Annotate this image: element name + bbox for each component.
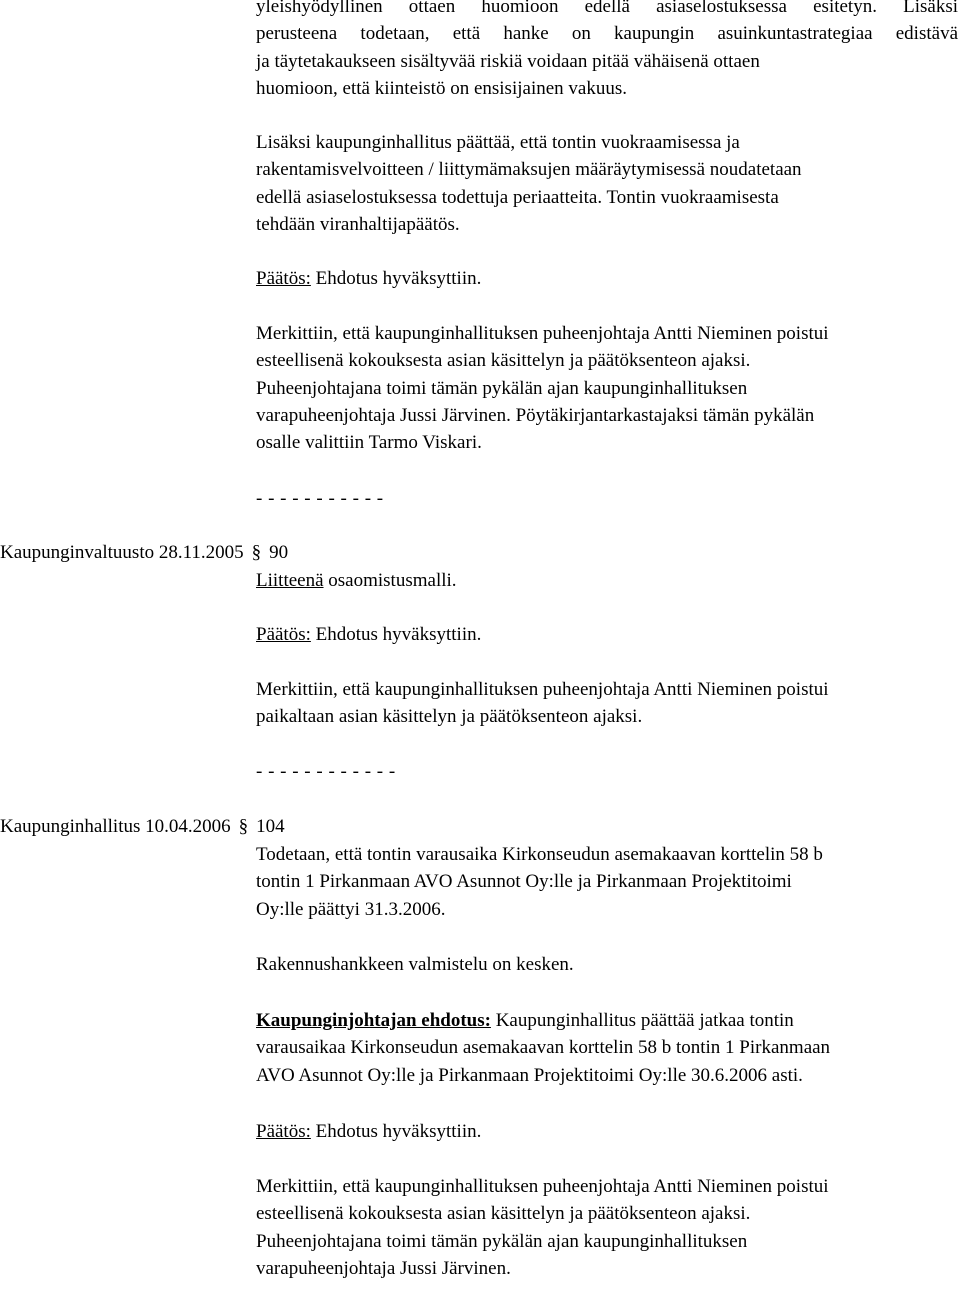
text-line: varausaikaa Kirkonseudun asemakaavan korttelin 58 b tontin 1 Pirkanmaan [256, 1037, 831, 1059]
proposal-label: Kaupunginjohtajan ehdotus: [256, 1010, 491, 1031]
text-line: varapuheenjohtaja Jussi Järvinen. Pöytäkirjantarkastajaksi tämän pykälän [256, 404, 815, 426]
decision-text: Ehdotus hyväksyttiin. [310, 624, 482, 645]
text-line: Puheenjohtajana toimi tämän pykälän ajan kaupunginhallituksen [256, 377, 748, 399]
text-line: Puheenjohtajana toimi tämän pykälän ajan kaupunginhallituksen [256, 1230, 748, 1252]
section-heading-council [0, 539, 288, 566]
text-line: osalle valittiin Tarmo Viskari. [256, 432, 482, 454]
decision-label: Päätös: [256, 624, 311, 645]
paragraph-council-note [256, 676, 958, 731]
text-line: yleishyödyllinen ottaen huomioon edellä asiaselostuksessa esitetyn. Lisäksi [256, 0, 958, 17]
section-heading-text: Kaupunginhallitus 10.04.2006 [0, 816, 231, 837]
text-line: huomioon, että kiinteistö on ensisijainen vakuus. [256, 77, 627, 99]
text-line: Kaupunginhallitus päättää jatkaa tontin [490, 1010, 794, 1031]
decision-text: Ehdotus hyväksyttiin. [310, 268, 482, 289]
text-line: Rakennushankkeen valmistelu on kesken. [256, 954, 574, 975]
text-line: tehdään viranhaltijapäätös. [256, 213, 460, 235]
text-line: Todetaan, että tontin varausaika Kirkonseudun asemakaavan korttelin 58 b [256, 844, 823, 865]
attachment-label: Liitteenä [256, 570, 324, 591]
paragraph-guarantee-justification [256, 0, 958, 102]
paragraph-board-recusal-note [256, 1173, 958, 1282]
paragraph-mayor-proposal [256, 1007, 958, 1089]
text-line: esteellisenä kokouksesta asian käsittelyn ja päätöksenteon ajaksi. [256, 350, 751, 372]
paragraph-lease-terms [256, 129, 958, 238]
text-line: edellä asiaselostuksessa todettuja periaatteita. Tontin vuokraamisesta [256, 186, 779, 208]
paragraph-reservation-ended [256, 841, 958, 923]
text-line: Lisäksi kaupunginhallitus päättää, että tontin vuokraamisessa ja [256, 132, 740, 153]
attachment-line [256, 567, 958, 594]
text-line: paikaltaan asian käsittelyn ja päätöksenteon ajaksi. [256, 706, 643, 728]
decision-label: Päätös: [256, 1121, 311, 1142]
decision-line [256, 265, 958, 292]
decision-label: Päätös: [256, 268, 311, 289]
section-separator: - - - - - - - - - - - [256, 488, 384, 509]
text-line: rakentamisvelvoitteen / liittymämaksujen määräytymisessä noudatetaan [256, 159, 802, 181]
section-number: 104 [256, 816, 285, 837]
decision-text: Ehdotus hyväksyttiin. [310, 1121, 482, 1142]
section-number: 90 [269, 542, 289, 563]
paragraph-status [256, 951, 958, 978]
text-line: esteellisenä kokouksesta asian käsittelyn ja päätöksenteon ajaksi. [256, 1203, 751, 1225]
text-line: Merkittiin, että kaupunginhallituksen puheenjohtaja Antti Nieminen poistui [256, 323, 829, 344]
text-line: varapuheenjohtaja Jussi Järvinen. [256, 1257, 511, 1279]
text-line: perusteena todetaan, että hanke on kaupungin asuinkuntastrategiaa edistävä [256, 23, 958, 45]
text-line: AVO Asunnot Oy:lle ja Pirkanmaan Projektitoimi Oy:lle 30.6.2006 asti. [256, 1064, 803, 1086]
text-line: Merkittiin, että kaupunginhallituksen puheenjohtaja Antti Nieminen poistui [256, 1176, 829, 1197]
section-heading-text: Kaupunginvaltuusto 28.11.2005 [0, 542, 244, 563]
decision-line [256, 1118, 958, 1145]
text-line: tontin 1 Pirkanmaan AVO Asunnot Oy:lle ja Pirkanmaan Projektitoimi [256, 871, 792, 893]
section-heading-board [0, 813, 285, 840]
text-line: ja täytetakaukseen sisältyvää riskiä voidaan pitää vähäisenä ottaen [256, 50, 760, 72]
section-sign: § [251, 542, 262, 563]
section-sign: § [238, 816, 249, 837]
attachment-text: osaomistusmalli. [323, 570, 457, 591]
section-separator: - - - - - - - - - - - - [256, 761, 396, 782]
text-line: Merkittiin, että kaupunginhallituksen puheenjohtaja Antti Nieminen poistui [256, 679, 829, 700]
paragraph-recusal-note [256, 320, 958, 456]
decision-line [256, 621, 958, 648]
text-line: Oy:lle päättyi 31.3.2006. [256, 898, 446, 920]
